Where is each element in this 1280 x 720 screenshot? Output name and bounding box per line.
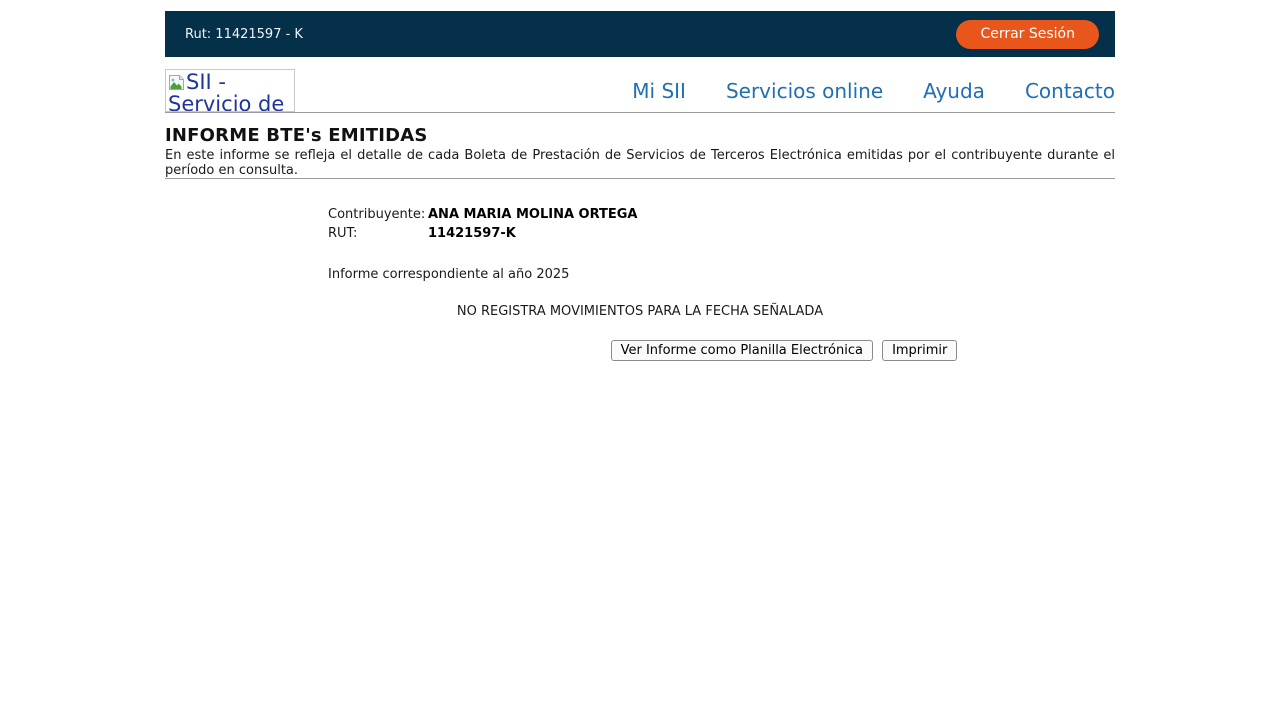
nav-contacto[interactable]: Contacto [1024,78,1115,103]
logo-alt-text: SII - Servicio de [168,70,285,112]
nav-mi-sii[interactable]: Mi SII [632,78,686,103]
rut-value: 11421597-K [428,226,516,241]
actions-row [165,339,1115,361]
print-button[interactable]: Imprimir [882,340,957,361]
main-nav [632,79,1115,103]
no-movements-message: NO REGISTRA MOVIMIENTOS PARA LA FECHA SEÑALADA [456,304,824,319]
report-description: En este informe se refleja el detalle de cada Boleta de Prestación de Servicios de Terceros Electrónica emitidas por el contribuyente durante el período en consulta. [165,148,1115,178]
contribuyente-value: ANA MARIA MOLINA ORTEGA [428,207,638,222]
logout-button[interactable]: Cerrar Sesión [956,20,1099,49]
session-rut-text: Rut: 11421597 - K [185,26,303,42]
nav-ayuda[interactable]: Ayuda [923,78,985,103]
broken-image-icon [168,70,186,94]
rut-row [328,224,1115,243]
contribuyente-row [328,205,1115,224]
taxpayer-info [328,205,1115,282]
site-header [165,69,1115,112]
session-bar [165,11,1115,57]
page-title: INFORME BTE's EMITIDAS [165,125,428,146]
sii-logo-broken-image[interactable] [165,69,295,112]
contribuyente-label: Contribuyente: [328,207,426,222]
view-as-spreadsheet-button[interactable]: Ver Informe como Planilla Electrónica [611,340,873,361]
nav-servicios-online[interactable]: Servicios online [725,78,884,103]
rut-label: RUT: [328,226,358,241]
page [165,11,1115,361]
report-period-text: Informe correspondiente al año 2025 [328,267,570,282]
section-divider [165,178,1115,179]
header-divider [165,112,1115,113]
